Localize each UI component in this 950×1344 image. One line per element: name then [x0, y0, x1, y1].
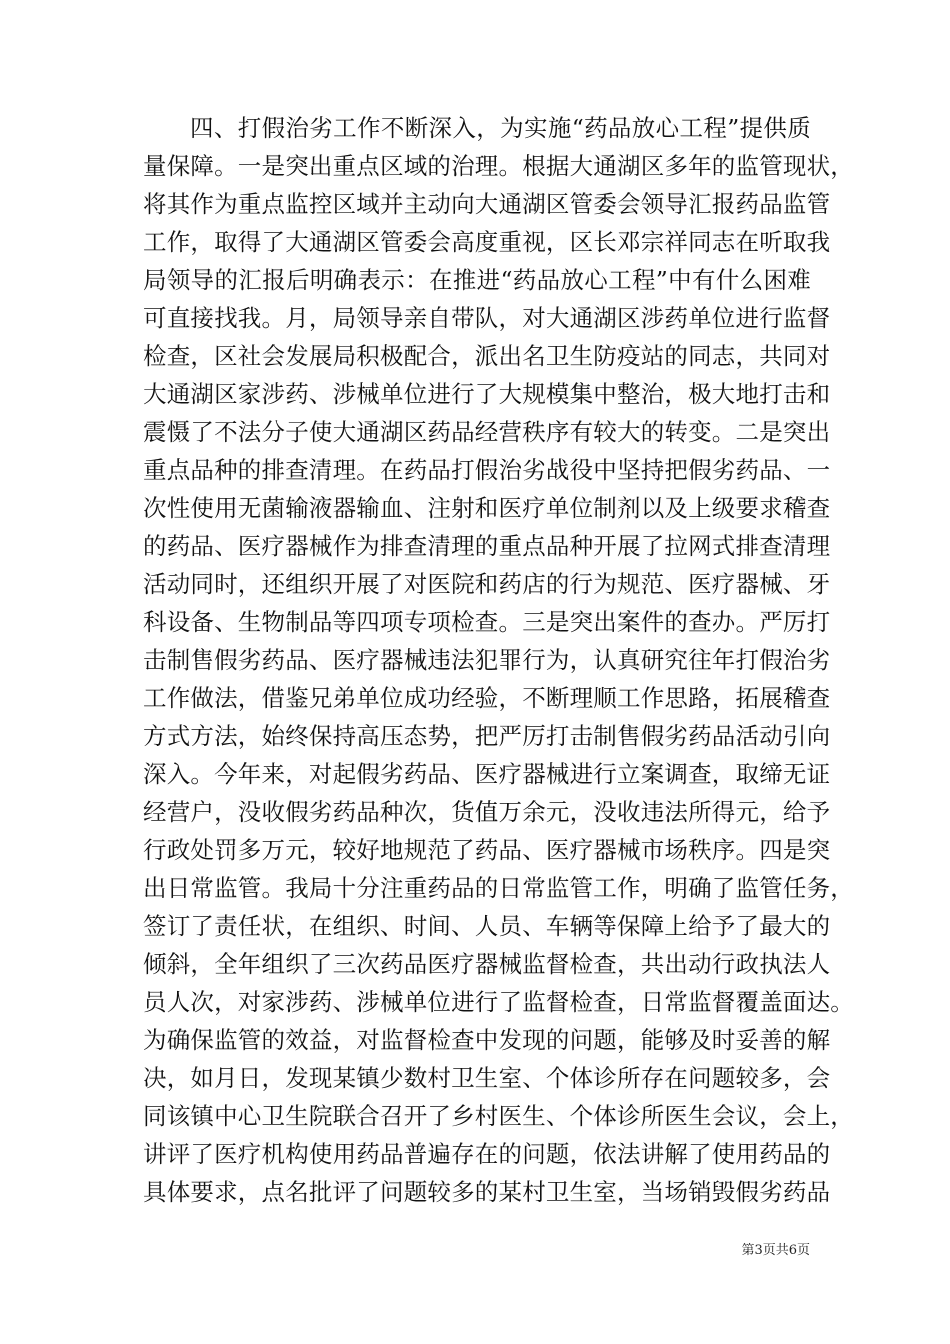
text-line: 震慑了不法分子使大通湖区药品经营秩序有较大的转变。二是突出: [143, 418, 831, 446]
text-line: 方式方法，始终保持高压态势，把严厉打击制售假劣药品活动引向: [143, 722, 831, 750]
text-line: 检查，区社会发展局积极配合，派出名卫生防疫站的同志，共同对: [143, 342, 831, 370]
text-line: 量保障。一是突出重点区域的治理。根据大通湖区多年的监管现状，: [143, 152, 854, 180]
text-line: 倾斜，全年组织了三次药品医疗器械监督检查，共出动行政执法人: [143, 950, 831, 978]
text-line: 员人次，对家涉药、涉械单位进行了监督检查，日常监督覆盖面达。: [143, 988, 854, 1016]
text-line: 具体要求，点名批评了问题较多的某村卫生室，当场销毁假劣药品: [143, 1178, 831, 1206]
text-line: 次性使用无菌输液器输血、注射和医疗单位制剂以及上级要求稽查: [143, 494, 831, 522]
text-line: 讲评了医疗机构使用药品普遍存在的问题，依法讲解了使用药品的: [143, 1140, 831, 1168]
text-line: 决，如月日，发现某镇少数村卫生室、个体诊所存在问题较多，会: [143, 1064, 831, 1092]
text-line: 工作做法，借鉴兄弟单位成功经验，不断理顺工作思路，拓展稽查: [143, 684, 831, 712]
text-line: 四、打假治劣工作不断深入，为实施“药品放心工程”提供质: [190, 114, 811, 142]
text-line: 科设备、生物制品等四项专项检查。三是突出案件的查办。严厉打: [143, 608, 831, 636]
text-line: 重点品种的排查清理。在药品打假治劣战役中坚持把假劣药品、一: [143, 456, 831, 484]
text-line: 击制售假劣药品、医疗器械违法犯罪行为，认真研究往年打假治劣: [143, 646, 831, 674]
text-line: 行政处罚多万元，较好地规范了药品、医疗器械市场秩序。四是突: [143, 836, 831, 864]
text-line: 活动同时，还组织开展了对医院和药店的行为规范、医疗器械、牙: [143, 570, 831, 598]
text-line: 经营户，没收假劣药品种次，货值万余元，没收违法所得元，给予: [143, 798, 831, 826]
text-line: 出日常监管。我局十分注重药品的日常监管工作，明确了监管任务，: [143, 874, 854, 902]
text-line: 的药品、医疗器械作为排查清理的重点品种开展了拉网式排查清理: [143, 532, 831, 560]
text-line: 同该镇中心卫生院联合召开了乡村医生、个体诊所医生会议，会上，: [143, 1102, 854, 1130]
text-line: 深入。今年来，对起假劣药品、医疗器械进行立案调查，取缔无证: [143, 760, 831, 788]
text-line: 为确保监管的效益，对监督检查中发现的问题，能够及时妥善的解: [143, 1026, 831, 1054]
text-line: 可直接找我。月，局领导亲自带队，对大通湖区涉药单位进行监督: [143, 304, 831, 332]
page-number-footer: 第3页共6页: [741, 1243, 810, 1258]
text-line: 将其作为重点监控区域并主动向大通湖区管委会领导汇报药品监管: [143, 190, 831, 218]
body-paragraph: [143, 109, 854, 1211]
text-line: 大通湖区家涉药、涉械单位进行了大规模集中整治，极大地打击和: [143, 380, 831, 408]
text-line: 工作，取得了大通湖区管委会高度重视，区长邓宗祥同志在听取我: [143, 228, 831, 256]
text-line: 局领导的汇报后明确表示：在推进“药品放心工程”中有什么困难: [143, 266, 811, 294]
text-line: 签订了责任状，在组织、时间、人员、车辆等保障上给予了最大的: [143, 912, 831, 940]
